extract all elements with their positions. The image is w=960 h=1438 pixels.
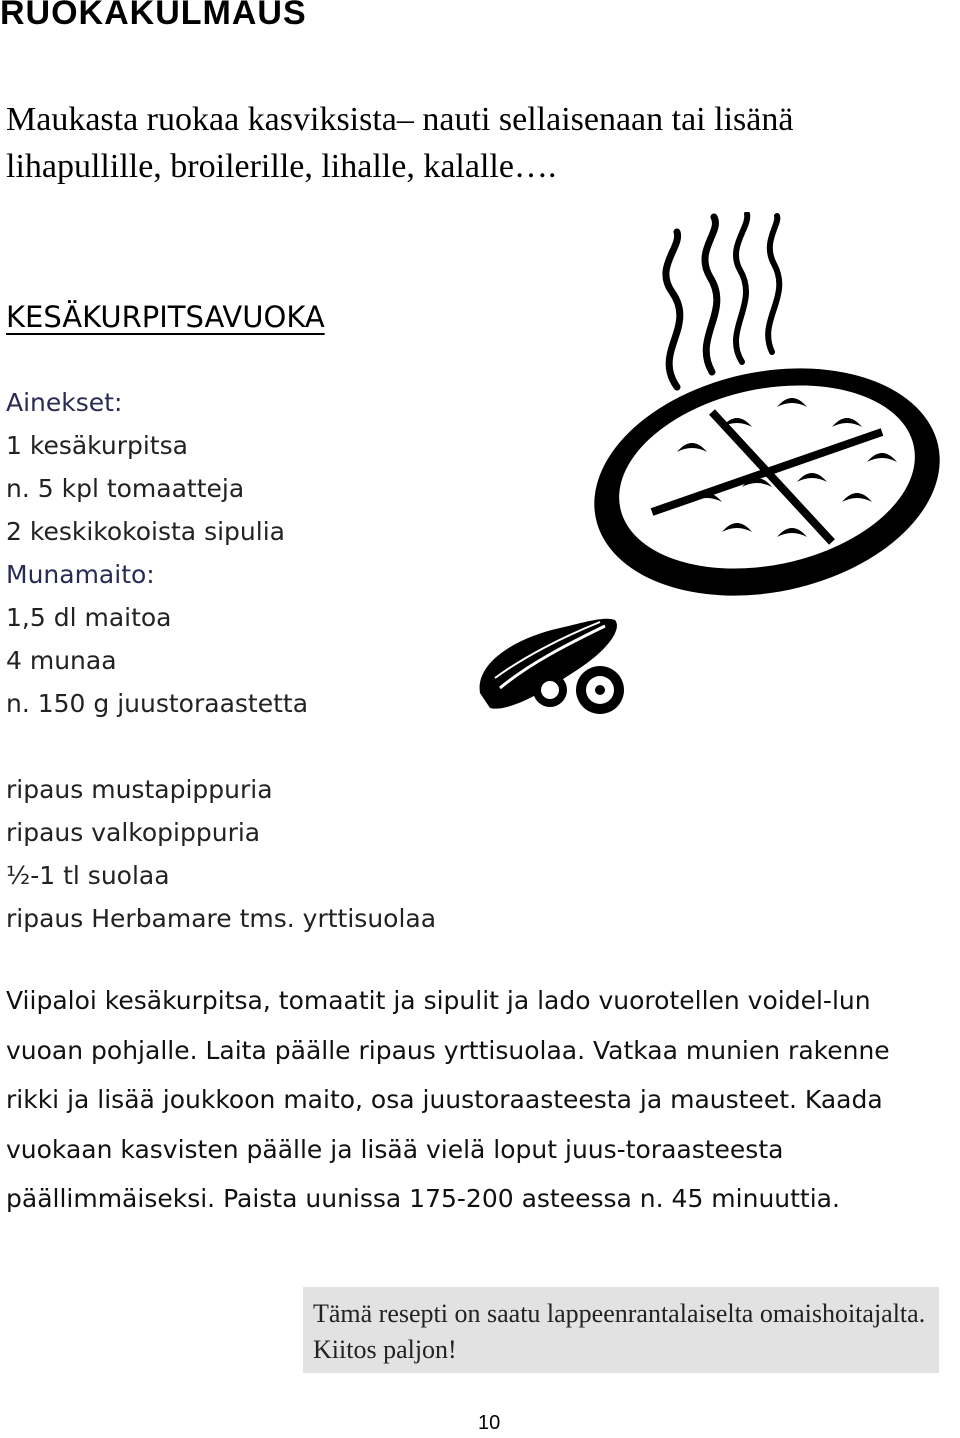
- zucchini-illustration: [470, 608, 630, 718]
- seasoning-item: ½-1 tl suolaa: [6, 861, 170, 890]
- pizza-illustration: [582, 212, 952, 612]
- intro-text: Maukasta ruokaa kasviksista– nauti sellaisenaan tai lisänä lihapullille, broilerille, lihalle, kalalle….: [6, 101, 794, 185]
- seasoning-item: ripaus valkopippuria: [6, 818, 261, 847]
- steam-line: [705, 217, 717, 372]
- steam-line: [768, 216, 779, 352]
- note-text: Tämä resepti on saatu lappeenrantalaiselta omaishoitajalta. Kiitos paljon!: [313, 1299, 926, 1364]
- ingredient-item: 2 keskikokoista sipulia: [6, 517, 285, 546]
- recipe-title: KESÄKURPITSAVUOKA: [6, 300, 325, 334]
- seasoning-item: ripaus Herbamare tms. yrttisuolaa: [6, 904, 437, 933]
- ingredient-item: 1 kesäkurpitsa: [6, 431, 188, 460]
- ingredient-item: n. 5 kpl tomaatteja: [6, 474, 245, 503]
- section-title: RUOKAKULMAUS: [0, 0, 307, 32]
- pizza-body: [582, 338, 952, 612]
- note-box: [303, 1287, 939, 1373]
- steam-line: [736, 214, 747, 362]
- egg-milk-heading: Munamaito:: [6, 560, 155, 589]
- steam-line: [666, 232, 680, 387]
- method-text: Viipaloi kesäkurpitsa, tomaatit ja sipulit ja lado vuorotellen voidel-lun vuoan pohjalle. Laita päälle ripaus yrttisuolaa. Vatkaa munien rakenne rikki ja lisää joukkoon maito, osa juustoraasteesta ja mausteet. Kaada vuokaan kasvisten päälle ja lisää vielä loput juus-toraasteesta päällimmäiseksi. Paista uunissa 175-200 asteessa n. 45 minuuttia.: [6, 986, 890, 1213]
- ingredients-heading: Ainekset:: [6, 388, 123, 417]
- page-number: 10: [478, 1412, 501, 1434]
- egg-milk-item: n. 150 g juustoraastetta: [6, 689, 309, 718]
- seasoning-item: ripaus mustapippuria: [6, 775, 273, 804]
- egg-milk-item: 1,5 dl maitoa: [6, 603, 172, 632]
- egg-milk-item: 4 munaa: [6, 646, 117, 675]
